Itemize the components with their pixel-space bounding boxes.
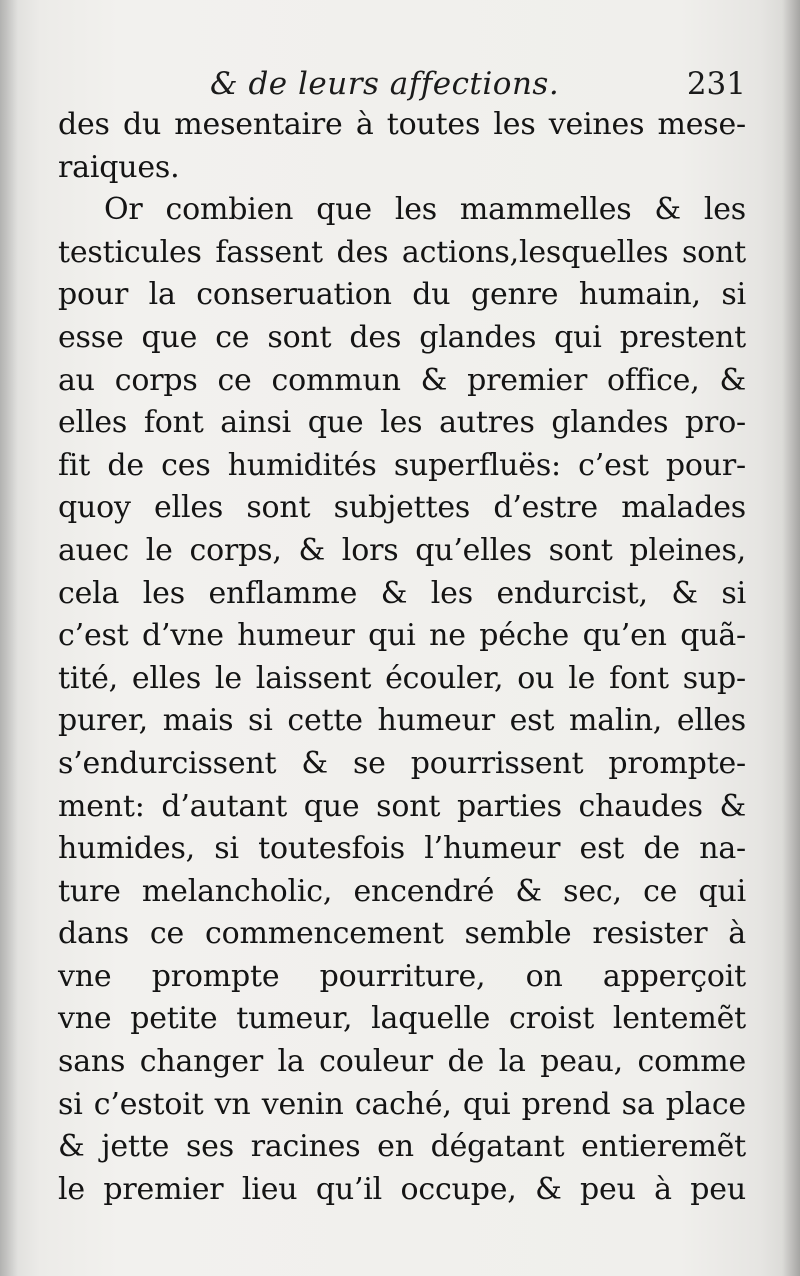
page-edge-shadow-right [782, 0, 800, 1276]
text-line: dans ce commencement semble resister à [58, 916, 746, 952]
text-line: tité, elles le laissent écouler, ou le font sup- [58, 660, 746, 696]
text-line: le premier lieu qu’il occupe, & peu à peu [58, 1171, 746, 1207]
text-line: auec le corps, & lors qu’elles sont pleines, [58, 532, 746, 568]
text-line: humides, si toutesfois l’humeur est de na- [58, 831, 746, 867]
text-line: sans changer la couleur de la peau, comme [58, 1044, 746, 1080]
text-line: au corps ce commun & premier office, & [58, 362, 746, 398]
text-line: des du mesentaire à toutes les veines mese- [58, 107, 746, 142]
text-line: quoy elles sont subjettes d’estre malades [58, 490, 746, 526]
body-text [58, 104, 746, 1211]
text-line: raiques. [58, 149, 180, 185]
text-line: & jette ses racines en dégatant entieremẽt [58, 1129, 746, 1165]
text-line: esse que ce sont des glandes qui prestent [58, 319, 746, 355]
text-line: c’est d’vne humeur qui ne péche qu’en quã- [58, 618, 746, 654]
text-line: pour la conseruation du genre humain, si [58, 277, 746, 313]
page-edge-shadow-left [0, 0, 18, 1276]
text-line: vne prompte pourriture, on apperçoit [58, 958, 746, 994]
running-head-title: & de leurs affections. [210, 66, 560, 102]
text-line: fit de ces humidités superfluës: c’est pour- [58, 447, 746, 483]
running-head [60, 60, 750, 104]
text-line: s’endurcissent & se pourrissent prompte- [58, 745, 746, 781]
text-line: testicules fassent des actions,lesquelles sont [58, 234, 746, 270]
text-line: ment: d’autant que sont parties chaudes & [58, 788, 746, 824]
text-line: si c’estoit vn venin caché, qui prend sa place [58, 1086, 746, 1122]
text-line: elles font ainsi que les autres glandes pro- [58, 405, 746, 441]
text-line: vne petite tumeur, laquelle croist lentemẽt [58, 1001, 746, 1037]
text-line: ture melancholic, encendré & sec, ce qui [58, 873, 746, 909]
page-number: 231 [686, 66, 746, 102]
text-line: purer, mais si cette humeur est malin, elles [58, 703, 746, 739]
text-line: cela les enflamme & les endurcist, & si [58, 575, 746, 611]
paragraph-first-line: Or combien que les mammelles & les [104, 192, 746, 228]
